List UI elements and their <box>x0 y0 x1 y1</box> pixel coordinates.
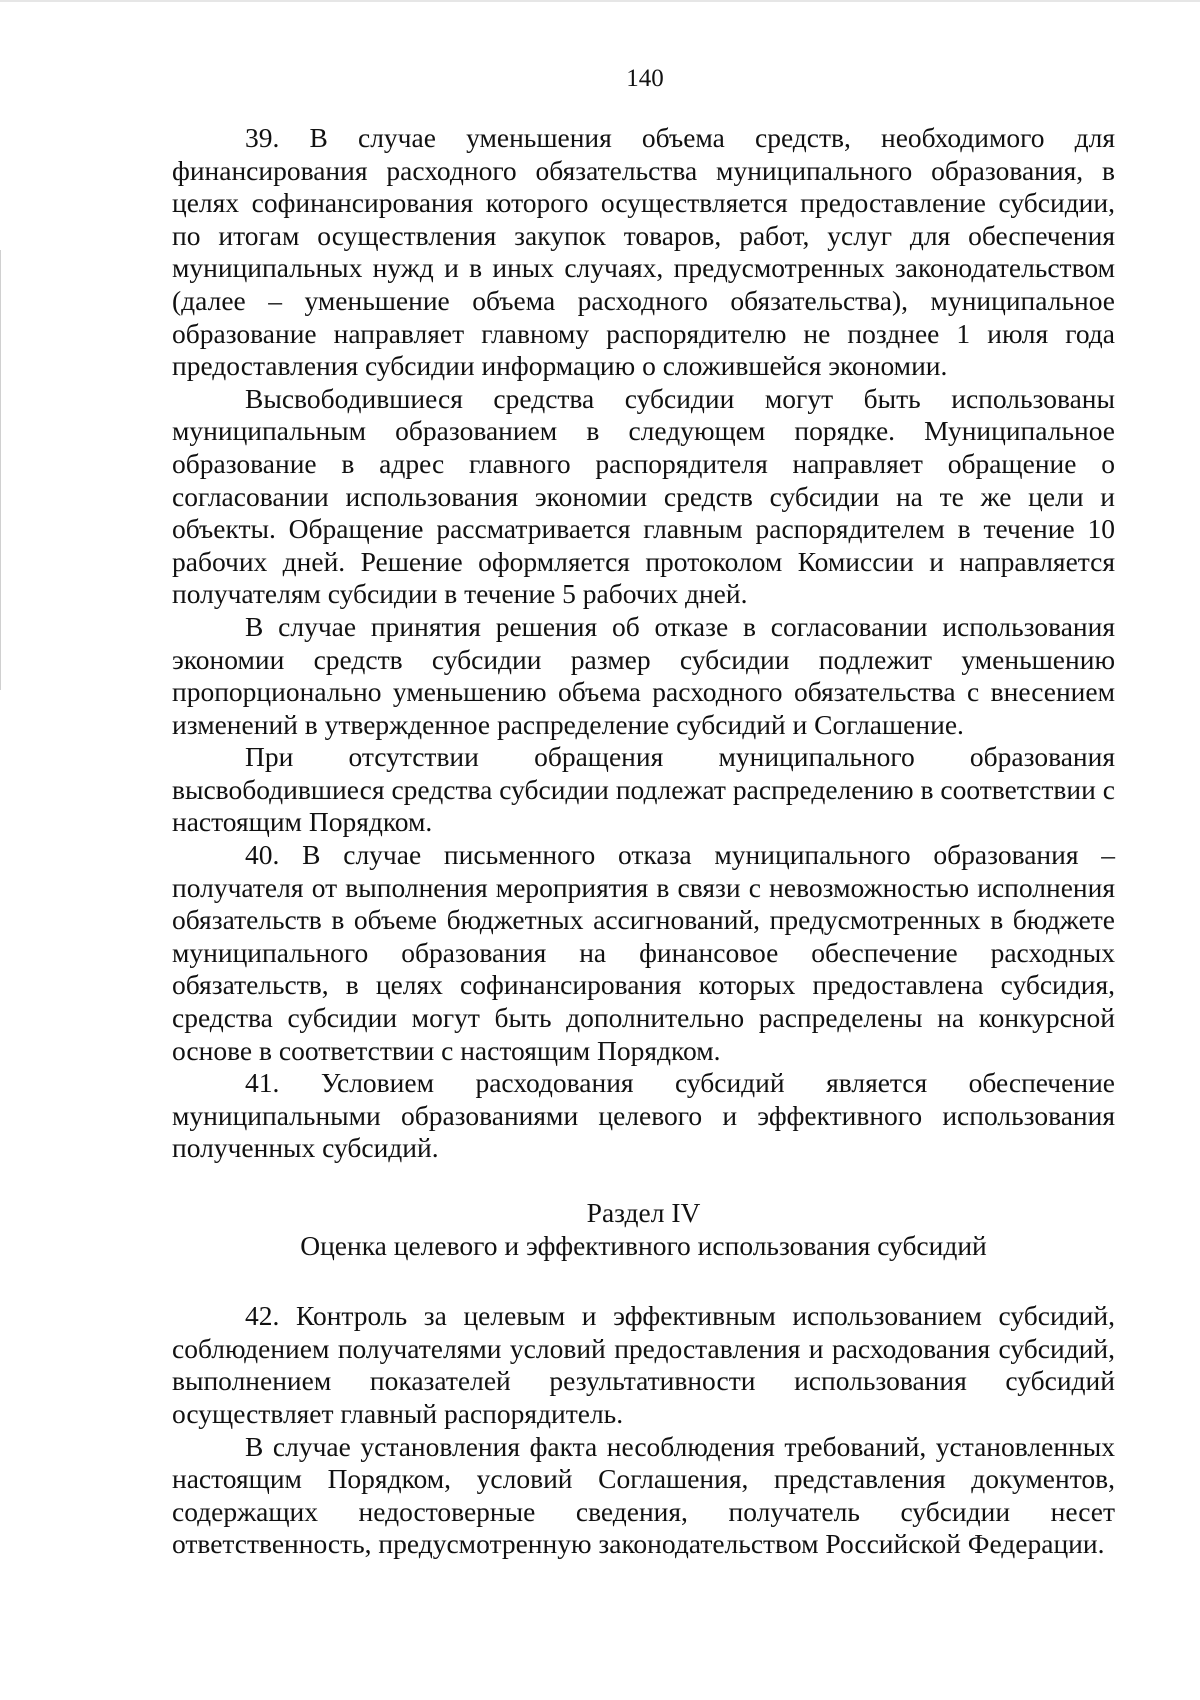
section-label: Раздел IV <box>586 1197 701 1228</box>
paragraph-41: 41. Условием расходования субсидий является обеспечение муниципальными образованиями целевого и эффективного использования полученных субсидий. <box>172 1067 1115 1164</box>
paragraph-refusal-decision: В случае принятия решения об отказе в согласовании использования экономии средств субсидии размер субсидии подлежит уменьшению пропорционально уменьшению объема расходного обязательства с внесением изменений в утвержденное распределение субсидий и Соглашение. <box>172 610 1115 740</box>
paragraph-39: 39. В случае уменьшения объема средств, необходимого для финансирования расходного обязательства муниципального образования, в целях софинансирования которого осуществляется предоставление субсидии, по итогам осуществления закупок товаров, работ, услуг для обеспечения муниципальных нужд и в иных случаях, предусмотренных законодательством (далее – уменьшение объема расходного обязательства), муниципальное образование направляет главному распорядителю не позднее 1 июля года предоставления субсидии информацию о сложившейся экономии. <box>172 122 1115 382</box>
section-title: Оценка целевого и эффективного использования субсидий <box>300 1229 987 1261</box>
page-number: 140 <box>626 65 664 92</box>
paragraph-responsibility: В случае установления факта несоблюдения требований, установленных настоящим Порядком, условий Соглашения, представления документов, содержащих недостоверные сведения, получатель субсидии несет ответственность, предусмотренную законодательством Российской Федерации. <box>172 1430 1115 1560</box>
paragraph-40: 40. В случае письменного отказа муниципального образования – получателя от выполнения мероприятия в связи с невозможностью исполнения обязательств в объеме бюджетных ассигнований, предусмотренных в бюджете муниципального образования на финансовое обеспечение расходных обязательств, в целях софинансирования которых предоставлена субсидия, средства субсидии могут быть дополнительно распределены на конкурсной основе в соответствии с настоящим Порядком. <box>172 839 1115 1066</box>
paragraph-released-funds: Высвободившиеся средства субсидии могут быть использованы муниципальным образованием в следующем порядке. Муниципальное образование в адрес главного распорядителя направляет обращение о согласовании использования экономии средств субсидии на те же цели и объекты. Обращение рассматривается главным распорядителем в течение 10 рабочих дней. Решение оформляется протоколом Комиссии и направляется получателям субсидии в течение 5 рабочих дней. <box>172 382 1115 610</box>
paragraph-no-request: При отсутствии обращения муниципального образования высвободившиеся средства субсидии подлежат распределению в соответствии с настоящим Порядком. <box>172 741 1115 838</box>
scan-top-edge <box>0 0 1200 2</box>
paragraph-42: 42. Контроль за целевым и эффективным использованием субсидий, соблюдением получателями условий предоставления и расходования субсидий, выполнением показателей результативности использования субсидий осуществляет главный распорядитель. <box>172 1300 1115 1429</box>
document-body <box>172 122 1115 1561</box>
scan-left-edge <box>0 250 1 690</box>
